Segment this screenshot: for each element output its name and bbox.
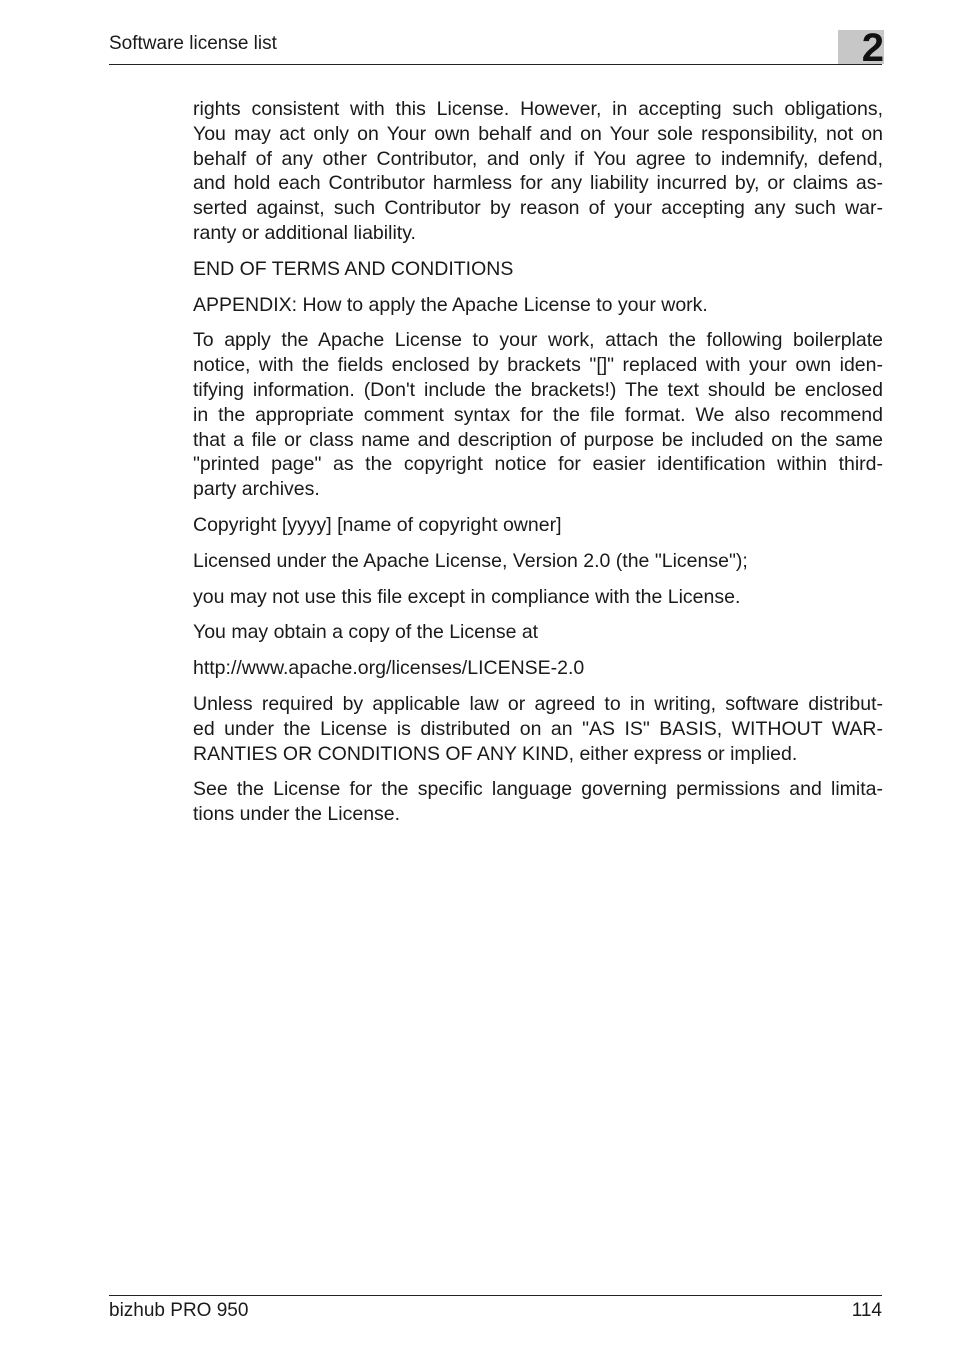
text-line: party archives. [193,478,320,501]
text-line: rights consistent with this License. However, in accepting such obligations, [193,98,883,120]
text-line: "printed page" as the copyright notice for easier identification within third- [193,453,883,476]
text-line: notice, with the fields enclosed by brackets "[]" replaced with your own iden- [193,354,883,377]
text-line: tifying information. (Don't include the brackets!) The text should be enclosed [193,378,883,401]
text-line: Unless required by applicable law or agreed to in writing, software distribut- [193,692,883,715]
license-url: http://www.apache.org/licenses/LICENSE-2.0 [193,657,585,680]
text-line: APPENDIX: How to apply the Apache License to your work. [193,293,708,316]
paragraph-obtain-copy [193,620,883,645]
text-line: Copyright [yyyy] [name of copyright owner] [193,513,562,536]
chapter-tab [838,26,884,70]
page-footer [109,1295,882,1326]
text-line: You may obtain a copy of the License at [193,621,539,644]
text-line: in the appropriate comment syntax for the file format. We also recommend [193,403,883,426]
text-line: Licensed under the Apache License, Version 2.0 (the "License"); [193,549,748,572]
text-line: serted against, such Contributor by reason of your accepting any such war- [193,197,883,220]
text-line: You may act only on Your own behalf and on Your sole responsibility, not on [193,122,883,145]
paragraph-license-url [193,656,883,681]
paragraph-licensed-under [193,549,883,574]
text-line: See the License for the specific language governing permissions and limita- [193,778,883,801]
chapter-number: 2 [861,26,884,70]
paragraph-compliance [193,585,883,610]
text-line: and hold each Contributor harmless for any liability incurred by, or claims as- [193,172,883,195]
text-line: behalf of any other Contributor, and only if You agree to indemnify, defend, [193,147,883,170]
paragraph-end-of-terms [193,257,883,282]
paragraph-as-is [193,692,883,766]
text-line: tions under the License. [193,803,401,826]
text-line: ed under the License is distributed on an "AS IS" BASIS, WITHOUT WAR- [193,717,883,740]
text-line: you may not use this file except in compliance with the License. [193,585,741,608]
text-line: RANTIES OR CONDITIONS OF ANY KIND, either express or implied. [193,742,798,765]
page-body [193,97,883,838]
page-header [109,26,884,70]
paragraph-copyright-notice [193,513,883,538]
paragraph-contributor-obligations [193,97,883,246]
footer-product-name: bizhub PRO 950 [109,1300,249,1321]
text-line: that a file or class name and description of purpose be included on the same [193,428,883,451]
paragraph-appendix-heading [193,293,883,318]
paragraph-see-license [193,777,883,827]
footer-page-number: 114 [851,1300,882,1321]
text-line: END OF TERMS AND CONDITIONS [193,257,514,280]
text-line: To apply the Apache License to your work, attach the following boilerplate [193,329,883,352]
paragraph-apply-instructions [193,328,883,502]
header-title: Software license list [109,33,277,54]
text-line: ranty or additional liability. [193,221,416,244]
